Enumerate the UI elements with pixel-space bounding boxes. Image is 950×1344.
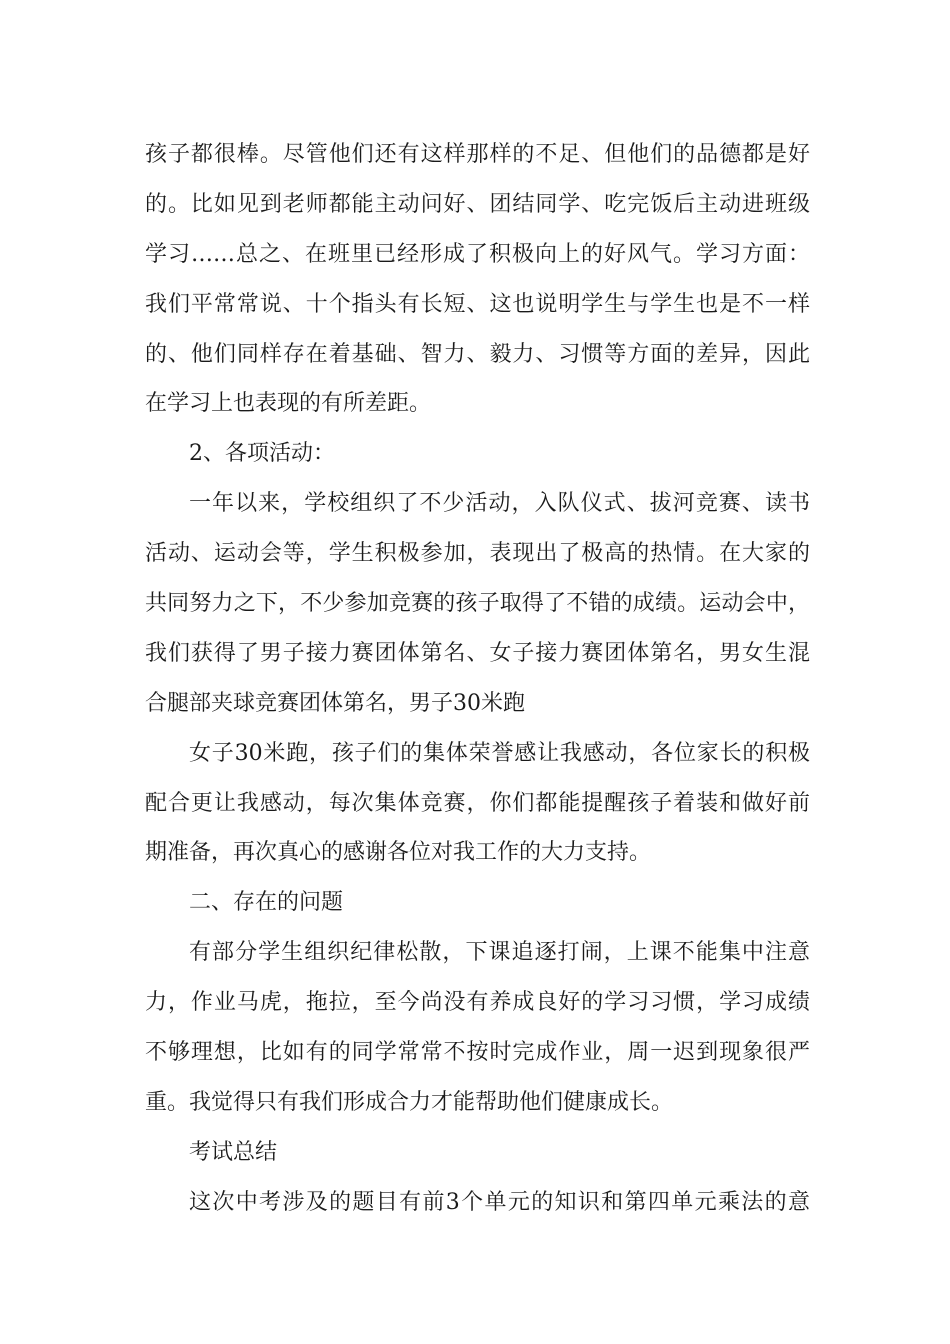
text-line: 不够理想，比如有的同学常常不按时完成作业，周一迟到现象很严	[145, 1040, 810, 1066]
text-line: 活动、运动会等，学生积极参加，表现出了极高的热情。在大家的	[145, 541, 810, 567]
section-heading: 2、各项活动：	[189, 441, 335, 467]
text-line: 我们平常常说、十个指头有长短、这也说明学生与学生也是不一样	[145, 291, 810, 317]
text-line: 合腿部夹球竞赛团体第名，男子30米跑	[145, 690, 525, 716]
text-line: 的、他们同样存在着基础、智力、毅力、习惯等方面的差异，因此	[145, 341, 810, 367]
section-heading: 考试总结	[189, 1139, 278, 1165]
document-body	[145, 130, 810, 1228]
text-line: 在学习上也表现的有所差距。	[145, 391, 432, 417]
text-line: 力，作业马虎，拖拉，至今尚没有养成良好的学习习惯，学习成绩	[145, 990, 810, 1016]
text-line: 重。我觉得只有我们形成合力才能帮助他们健康成长。	[145, 1089, 674, 1115]
text-line: 学习……总之、在班里已经形成了积极向上的好风气。学习方面：	[145, 241, 810, 267]
text-line: 孩子都很棒。尽管他们还有这样那样的不足、但他们的品德都是好	[145, 142, 810, 167]
text-line: 有部分学生组织纪律松散，下课追逐打闹，上课不能集中注意	[189, 940, 810, 966]
text-line: 配合更让我感动，每次集体竞赛，你们都能提醒孩子着装和做好前	[145, 790, 810, 816]
text-line: 一年以来，学校组织了不少活动，入队仪式、拔河竞赛、读书	[189, 491, 810, 517]
text-line: 期准备，再次真心的感谢各位对我工作的大力支持。	[145, 840, 652, 866]
text-line: 的。比如见到老师都能主动问好、团结同学、吃完饭后主动进班级	[145, 191, 810, 217]
text-line: 女子30米跑，孩子们的集体荣誉感让我感动，各位家长的积极	[189, 740, 810, 766]
text-line: 共同努力之下，不少参加竞赛的孩子取得了不错的成绩。运动会中，	[145, 591, 810, 617]
text-line: 这次中考涉及的题目有前3个单元的知识和第四单元乘法的意	[189, 1189, 810, 1215]
text-line: 我们获得了男子接力赛团体第名、女子接力赛团体第名，男女生混	[145, 640, 810, 666]
section-heading: 二、存在的问题	[189, 890, 344, 916]
